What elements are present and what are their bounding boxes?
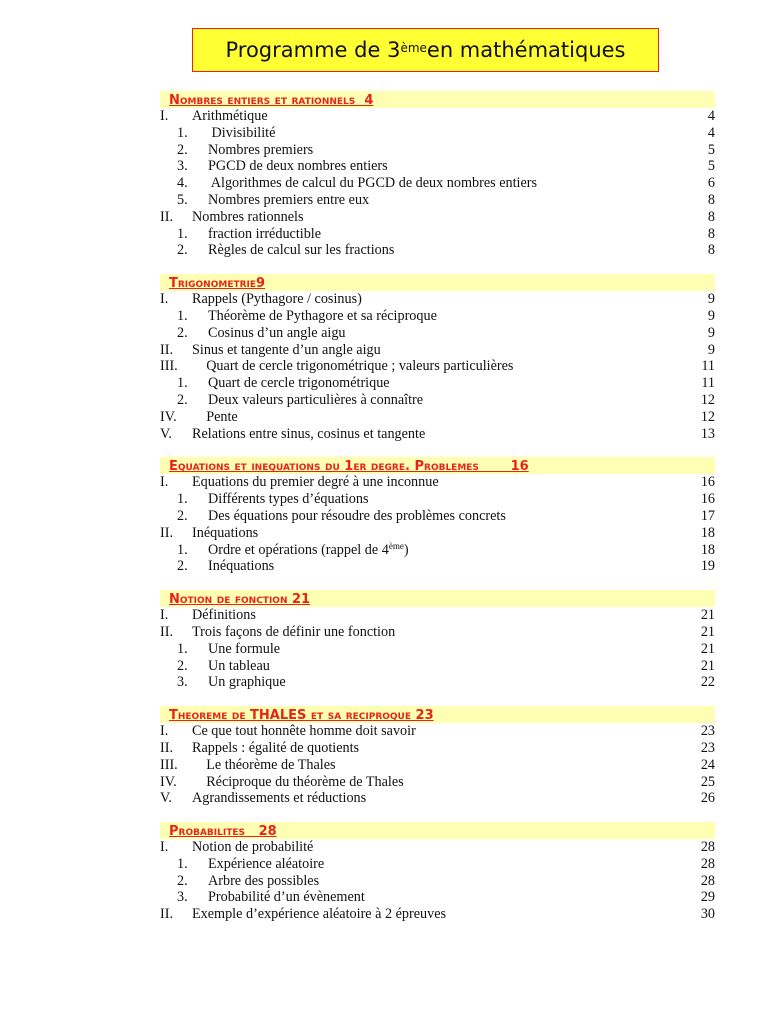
entry-number: II. bbox=[160, 524, 173, 541]
entry-page-number: 13 bbox=[700, 425, 715, 442]
entry-number: 3. bbox=[177, 889, 188, 906]
entry-page-number: 9 bbox=[707, 341, 715, 358]
entry-title-text: Rappels : égalité de quotients bbox=[192, 739, 360, 756]
entry-title bbox=[208, 392, 695, 409]
toc-subentry[interactable] bbox=[160, 641, 715, 658]
entry-title bbox=[192, 723, 695, 740]
entry-number: 1. bbox=[177, 640, 188, 657]
entry-title-text: Divisibilité bbox=[208, 124, 276, 141]
entry-page-number: 8 bbox=[707, 225, 715, 242]
entry-number: 4. bbox=[177, 175, 188, 192]
entry-title-text: Arbre des possibles bbox=[208, 872, 320, 889]
toc-subentry[interactable] bbox=[160, 873, 715, 890]
section-heading-link[interactable]: Trigonometrie9 bbox=[169, 276, 266, 292]
entry-title bbox=[208, 658, 695, 675]
entry-title bbox=[192, 757, 695, 774]
toc-entry[interactable] bbox=[160, 774, 715, 791]
toc-entry[interactable] bbox=[160, 209, 715, 226]
entry-number: IV. bbox=[160, 773, 177, 790]
entry-title bbox=[208, 641, 695, 658]
entry-title-text: Théorème de Pythagore et sa réciproque bbox=[208, 307, 437, 324]
entry-number: I. bbox=[160, 108, 169, 124]
entry-title bbox=[208, 856, 695, 873]
entry-title-text: Des équations pour résoudre des problèmes concrets bbox=[208, 507, 506, 524]
entry-title bbox=[208, 375, 695, 392]
entry-title bbox=[192, 409, 695, 426]
toc-subentry[interactable] bbox=[160, 542, 715, 559]
entry-title-text: Equations du premier degré à une inconnue bbox=[192, 474, 439, 491]
entry-title bbox=[192, 342, 695, 359]
entry-number: II. bbox=[160, 906, 173, 923]
entry-title bbox=[192, 774, 695, 791]
entry-page-number: 23 bbox=[700, 739, 715, 756]
entry-number: 1. bbox=[177, 855, 188, 872]
toc-section bbox=[160, 457, 715, 575]
entry-page-number: 24 bbox=[700, 756, 715, 773]
entry-title-text: Probabilité d’un évènement bbox=[208, 889, 365, 906]
toc-entry[interactable] bbox=[160, 839, 715, 856]
entry-number: 1. bbox=[177, 491, 188, 508]
entry-title-text: Cosinus d’un angle aigu bbox=[208, 324, 346, 341]
toc-subentry[interactable] bbox=[160, 175, 715, 192]
section-heading-link[interactable]: Probabilites 28 bbox=[169, 824, 277, 840]
entry-number: I. bbox=[160, 723, 169, 740]
entry-page-number: 30 bbox=[700, 906, 715, 923]
entry-title-text: Inéquations bbox=[192, 524, 259, 541]
entry-title bbox=[208, 889, 695, 906]
entry-title bbox=[208, 192, 695, 209]
entry-page-number: 5 bbox=[707, 141, 715, 158]
entry-page-number: 9 bbox=[707, 324, 715, 341]
toc-subentry[interactable] bbox=[160, 375, 715, 392]
entry-page-number: 8 bbox=[707, 208, 715, 225]
entry-number: IV. bbox=[160, 408, 177, 425]
entry-page-number: 18 bbox=[700, 524, 715, 541]
entry-number: 2. bbox=[177, 507, 188, 524]
entry-title-text: Ordre et opérations (rappel de 4 bbox=[208, 541, 389, 558]
entry-title bbox=[192, 209, 695, 226]
entry-page-number: 26 bbox=[700, 790, 715, 807]
entry-title-text: Exemple d’expérience aléatoire à 2 épreuves bbox=[192, 906, 447, 923]
entry-title-text: fraction irréductible bbox=[208, 225, 322, 242]
section-heading-link[interactable]: Equations et inequations du 1er degre. Problemes 16 bbox=[169, 459, 529, 475]
entry-page-number: 9 bbox=[707, 307, 715, 324]
entry-number: 2. bbox=[177, 242, 188, 259]
entry-title-text: Règles de calcul sur les fractions bbox=[208, 242, 395, 259]
entry-title-text: Trois façons de définir une fonction bbox=[192, 623, 396, 640]
toc-entry[interactable] bbox=[160, 790, 715, 807]
entry-page-number: 11 bbox=[701, 358, 715, 375]
toc-section bbox=[160, 706, 715, 807]
toc-entry[interactable] bbox=[160, 426, 715, 443]
section-heading-link[interactable]: Notion de fonction 21 bbox=[169, 592, 311, 608]
entry-page-number: 16 bbox=[700, 474, 715, 491]
entry-title-text: Différents types d’équations bbox=[208, 491, 369, 508]
entry-title-text: Ce que tout honnête homme doit savoir bbox=[192, 723, 416, 740]
toc-entry[interactable] bbox=[160, 757, 715, 774]
entry-title-text: Une formule bbox=[208, 640, 281, 657]
entry-number: 3. bbox=[177, 158, 188, 175]
title-prefix: Programme de 3 bbox=[225, 38, 401, 62]
toc-entry[interactable] bbox=[160, 409, 715, 426]
toc-subentry[interactable] bbox=[160, 125, 715, 142]
toc-entry[interactable] bbox=[160, 474, 715, 491]
toc-subentry[interactable] bbox=[160, 889, 715, 906]
entry-title-text: Sinus et tangente d’un angle aigu bbox=[192, 341, 381, 358]
entry-number: 1. bbox=[177, 307, 188, 324]
entry-number: I. bbox=[160, 291, 169, 308]
entry-title-text: Rappels (Pythagore / cosinus) bbox=[192, 291, 362, 308]
entry-number: I. bbox=[160, 607, 169, 624]
table-of-contents bbox=[160, 91, 715, 938]
toc-subentry[interactable] bbox=[160, 158, 715, 175]
toc-subentry[interactable] bbox=[160, 308, 715, 325]
entry-number: II. bbox=[160, 739, 173, 756]
section-heading-bar bbox=[160, 457, 715, 474]
entry-title bbox=[192, 607, 695, 624]
toc-entry[interactable] bbox=[160, 342, 715, 359]
entry-title bbox=[208, 558, 695, 575]
section-heading-bar bbox=[160, 274, 715, 291]
entry-number: 3. bbox=[177, 674, 188, 691]
entry-number: 1. bbox=[177, 124, 188, 141]
entry-number: 2. bbox=[177, 391, 188, 408]
entry-number: V. bbox=[160, 425, 172, 442]
entry-title-text: Algorithmes de calcul du PGCD de deux nombres entiers bbox=[208, 175, 538, 192]
entry-title-text: Nombres premiers entre eux bbox=[208, 191, 370, 208]
toc-entry[interactable] bbox=[160, 624, 715, 641]
section-heading-bar bbox=[160, 590, 715, 607]
toc-section bbox=[160, 822, 715, 923]
section-heading-link[interactable]: Nombres entiers et rationnels 4 bbox=[169, 93, 374, 108]
entry-number: 2. bbox=[177, 558, 188, 575]
entry-page-number: 17 bbox=[700, 507, 715, 524]
entry-title-text: Agrandissements et réductions bbox=[192, 790, 367, 807]
toc-subentry[interactable] bbox=[160, 226, 715, 243]
section-heading-link[interactable]: Theoreme de THALES et sa reciproque 23 bbox=[169, 708, 434, 724]
entry-title-text: Relations entre sinus, cosinus et tangente bbox=[192, 425, 426, 442]
entry-title-text: Quart de cercle trigonométrique ; valeurs particulières bbox=[192, 358, 514, 375]
entry-page-number: 12 bbox=[700, 408, 715, 425]
toc-entry[interactable] bbox=[160, 358, 715, 375]
toc-subentry[interactable] bbox=[160, 658, 715, 675]
entry-page-number: 4 bbox=[707, 108, 715, 124]
entry-page-number: 28 bbox=[700, 839, 715, 856]
entry-page-number: 16 bbox=[700, 491, 715, 508]
toc-entry[interactable] bbox=[160, 291, 715, 308]
entry-title-suffix: ) bbox=[403, 541, 409, 558]
entry-number: 1. bbox=[177, 375, 188, 392]
entry-page-number: 21 bbox=[700, 640, 715, 657]
entry-title bbox=[192, 839, 695, 856]
toc-subentry[interactable] bbox=[160, 142, 715, 159]
entry-title bbox=[192, 525, 695, 542]
entry-title bbox=[192, 906, 695, 923]
entry-title-text: Pente bbox=[192, 408, 238, 425]
entry-number: 2. bbox=[177, 872, 188, 889]
entry-page-number: 25 bbox=[700, 773, 715, 790]
entry-page-number: 23 bbox=[700, 723, 715, 740]
section-heading-bar bbox=[160, 91, 715, 108]
toc-subentry[interactable] bbox=[160, 325, 715, 342]
entry-title-text: Quart de cercle trigonométrique bbox=[208, 375, 390, 392]
entry-page-number: 21 bbox=[700, 623, 715, 640]
entry-superscript: ème bbox=[388, 540, 404, 551]
entry-title bbox=[192, 291, 695, 308]
toc-subentry[interactable] bbox=[160, 508, 715, 525]
entry-page-number: 8 bbox=[707, 242, 715, 259]
toc-entry[interactable] bbox=[160, 525, 715, 542]
entry-page-number: 21 bbox=[700, 607, 715, 624]
entry-number: 2. bbox=[177, 657, 188, 674]
toc-entry[interactable] bbox=[160, 740, 715, 757]
toc-subentry[interactable] bbox=[160, 558, 715, 575]
document-title bbox=[192, 28, 659, 72]
entry-page-number: 18 bbox=[700, 541, 715, 558]
entry-title-text: PGCD de deux nombres entiers bbox=[208, 158, 388, 175]
entry-title bbox=[192, 426, 695, 443]
entry-page-number: 19 bbox=[700, 558, 715, 575]
entry-number: 1. bbox=[177, 225, 188, 242]
toc-subentry[interactable] bbox=[160, 856, 715, 873]
entry-title-text: Le théorème de Thales bbox=[192, 756, 336, 773]
entry-number: 2. bbox=[177, 141, 188, 158]
entry-title bbox=[208, 125, 695, 142]
toc-subentry[interactable] bbox=[160, 674, 715, 691]
toc-section bbox=[160, 274, 715, 442]
entry-page-number: 21 bbox=[700, 657, 715, 674]
toc-entry[interactable] bbox=[160, 906, 715, 923]
entry-number: III. bbox=[160, 358, 178, 375]
entry-title bbox=[208, 674, 695, 691]
section-heading-bar bbox=[160, 706, 715, 723]
entry-page-number: 28 bbox=[700, 872, 715, 889]
entry-number: III. bbox=[160, 756, 178, 773]
entry-number: 2. bbox=[177, 324, 188, 341]
entry-title-text: Nombres rationnels bbox=[192, 208, 304, 225]
entry-number: II. bbox=[160, 623, 173, 640]
entry-title-text: Inéquations bbox=[208, 558, 275, 575]
entry-page-number: 12 bbox=[700, 391, 715, 408]
entry-number: V. bbox=[160, 790, 172, 807]
title-superscript: ème bbox=[400, 41, 427, 55]
entry-title bbox=[208, 308, 695, 325]
entry-title bbox=[208, 142, 695, 159]
entry-title bbox=[208, 242, 695, 259]
entry-number: 1. bbox=[177, 541, 188, 558]
entry-title bbox=[208, 158, 695, 175]
toc-subentry[interactable] bbox=[160, 392, 715, 409]
entry-title bbox=[208, 542, 695, 559]
entry-number: 5. bbox=[177, 191, 188, 208]
entry-title bbox=[208, 491, 695, 508]
entry-title bbox=[192, 790, 695, 807]
entry-page-number: 29 bbox=[700, 889, 715, 906]
entry-title bbox=[208, 226, 695, 243]
toc-entry[interactable] bbox=[160, 607, 715, 624]
entry-title bbox=[208, 175, 695, 192]
toc-entry[interactable] bbox=[160, 108, 715, 125]
toc-subentry[interactable] bbox=[160, 242, 715, 259]
entry-number: II. bbox=[160, 341, 173, 358]
entry-title-text: Un graphique bbox=[208, 674, 286, 691]
entry-title bbox=[208, 873, 695, 890]
entry-number: I. bbox=[160, 839, 169, 856]
toc-entry[interactable] bbox=[160, 723, 715, 740]
entry-title bbox=[192, 624, 695, 641]
title-suffix: en mathématiques bbox=[426, 38, 626, 62]
entry-number: II. bbox=[160, 208, 173, 225]
entry-title bbox=[208, 508, 695, 525]
entry-number: I. bbox=[160, 474, 169, 491]
entry-page-number: 5 bbox=[707, 158, 715, 175]
entry-title bbox=[192, 108, 695, 125]
entry-title bbox=[192, 358, 695, 375]
entry-title-text: Définitions bbox=[192, 607, 256, 624]
entry-page-number: 4 bbox=[707, 124, 715, 141]
entry-page-number: 11 bbox=[701, 375, 715, 392]
entry-page-number: 28 bbox=[700, 855, 715, 872]
section-heading-bar bbox=[160, 822, 715, 839]
entry-title-text: Arithmétique bbox=[192, 108, 268, 124]
entry-title bbox=[208, 325, 695, 342]
toc-subentry[interactable] bbox=[160, 192, 715, 209]
entry-title-text: Deux valeurs particulières à connaître bbox=[208, 391, 424, 408]
toc-subentry[interactable] bbox=[160, 491, 715, 508]
entry-page-number: 8 bbox=[707, 191, 715, 208]
entry-title-text: Un tableau bbox=[208, 657, 270, 674]
entry-title-text: Notion de probabilité bbox=[192, 839, 314, 856]
entry-title bbox=[192, 474, 695, 491]
entry-title-text: Expérience aléatoire bbox=[208, 855, 325, 872]
toc-section bbox=[160, 91, 715, 259]
entry-title bbox=[192, 740, 695, 757]
entry-title-text: Réciproque du théorème de Thales bbox=[192, 773, 404, 790]
entry-page-number: 9 bbox=[707, 291, 715, 308]
entry-page-number: 22 bbox=[700, 674, 715, 691]
entry-title-text: Nombres premiers bbox=[208, 141, 314, 158]
entry-page-number: 6 bbox=[707, 175, 715, 192]
toc-section bbox=[160, 590, 715, 691]
